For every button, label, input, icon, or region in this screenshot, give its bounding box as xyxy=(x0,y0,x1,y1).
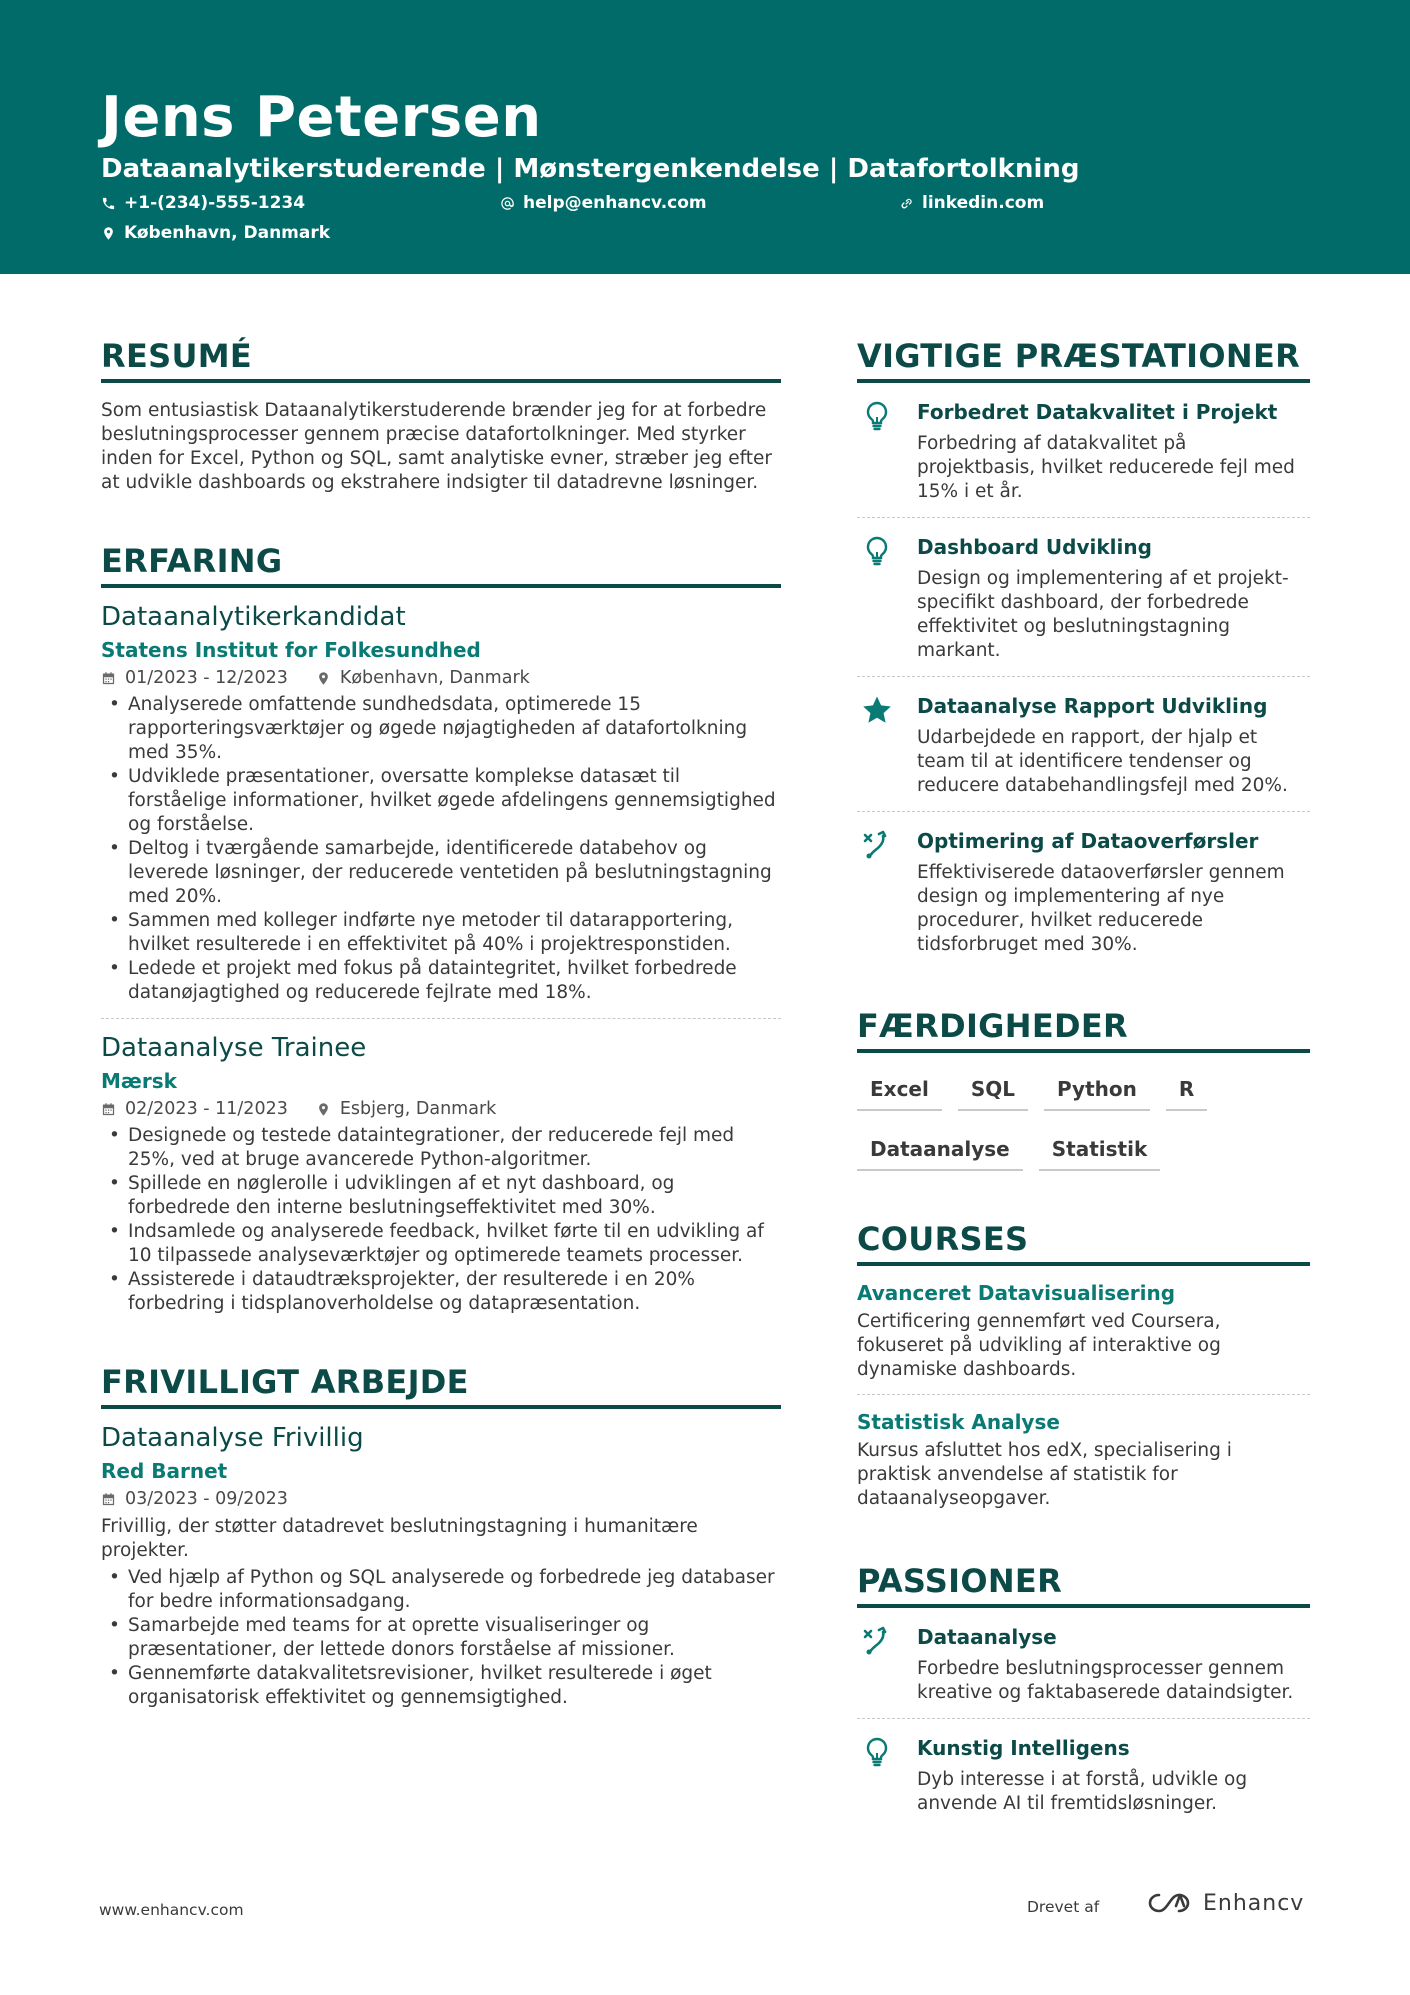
star-icon xyxy=(861,694,893,726)
job-bullet: • Designede og testede dataintegrationer, der reducerede fejl med 25%, ved at bruge avancerede Python-algoritmer. xyxy=(101,1124,781,1172)
link-icon xyxy=(899,196,914,211)
achievements-section xyxy=(857,336,1310,970)
passion-title: Kunstig Intelligens xyxy=(917,1736,1130,1760)
skills-list xyxy=(857,1067,1310,1187)
course-item xyxy=(857,1395,1310,1523)
skill-tag: Python xyxy=(1044,1067,1150,1111)
volunteer-bullet: • Samarbejde med teams for at oprette visualiseringer og præsentationer, der lettede donors forståelse af missioner. xyxy=(101,1614,781,1662)
summary-text: Som entusiastisk Dataanalytikerstuderende brænder jeg for at forbedre beslutningsprocesser gennem præcise datafortolkninger. Med styrker inden for Excel, Python og SQL, samt analytiske evner, stræber jeg efter at udvikle dashboards og ekstrahere indsigter til datadrevne løsninger. xyxy=(101,400,773,493)
job-company: Statens Institut for Folkesundhed xyxy=(101,638,481,662)
job-bullet: • Ledede et projekt med fokus på dataintegritet, hvilket forbedrede datanøjagtighed og reducerede fejlrate med 18%. xyxy=(101,957,781,1005)
job-bullet: • Sammen med kolleger indførte nye metoder til datarapportering, hvilket resulterede i en effektivitet på 40% i projektresponstiden. xyxy=(101,909,781,957)
skills-heading: FÆRDIGHEDER xyxy=(857,1006,1310,1053)
footer-brand[interactable] xyxy=(1145,1890,1304,1916)
location-pin-icon xyxy=(316,671,331,686)
volunteer-bullets xyxy=(101,1566,781,1710)
lightbulb-icon xyxy=(861,1736,893,1768)
phone-icon xyxy=(101,196,116,211)
job-entry xyxy=(101,600,781,1005)
candidate-tagline: Dataanalytikerstuderende | Mønstergenkendelse | Datafortolkning xyxy=(101,154,1080,184)
skill-tag: Excel xyxy=(857,1067,942,1111)
contact-location-text: København, Danmark xyxy=(124,223,331,243)
achievements-heading: VIGTIGE PRÆSTATIONER xyxy=(857,336,1310,383)
achievement-desc: Forbedring af datakvalitet på projektbasis, hvilket reducerede fejl med 15% i et år. xyxy=(917,433,1295,502)
skill-tag: Dataanalyse xyxy=(857,1127,1023,1171)
volunteer-heading: FRIVILLIGT ARBEJDE xyxy=(101,1362,781,1409)
entry-divider xyxy=(101,1018,781,1019)
volunteer-meta xyxy=(101,1487,781,1511)
contact-linkedin-text: linkedin.com xyxy=(922,193,1045,213)
calendar-icon xyxy=(101,671,116,686)
volunteer-intro: Frivillig, der støtter datadrevet beslutningstagning i humanitære projekter. xyxy=(101,1516,698,1561)
footer-brand-name: Enhancv xyxy=(1203,1890,1305,1916)
volunteer-bullet: • Gennemførte datakvalitetsrevisioner, hvilket resulterede i øget organisatorisk effektivitet og gennemsigtighed. xyxy=(101,1662,781,1710)
contact-email[interactable] xyxy=(500,192,707,214)
contact-phone-text: +1-(234)-555-1234 xyxy=(124,193,306,213)
achievement-desc: Design og implementering af et projekt-specifikt dashboard, der forbedrede effektivitet og beslutningstagning markant. xyxy=(917,568,1289,661)
job-bullet: • Spillede en nøglerolle i udviklingen af et nyt dashboard, og forbedrede den interne beslutningseffektivitet med 30%. xyxy=(101,1172,781,1220)
path-icon xyxy=(861,829,893,861)
volunteer-role: Dataanalyse Frivillig xyxy=(101,1423,364,1453)
summary-section xyxy=(101,336,781,495)
course-title: Statistisk Analyse xyxy=(857,1410,1060,1434)
candidate-name: Jens Petersen xyxy=(101,85,542,150)
right-column xyxy=(857,336,1310,1829)
header-banner xyxy=(0,0,1410,274)
job-bullet: • Assisterede i dataudtræksprojekter, der resulterede i en 20% forbedring i tidsplanoverholdelse og datapræsentation. xyxy=(101,1268,781,1316)
achievement-title: Dashboard Udvikling xyxy=(917,535,1152,559)
achievement-item xyxy=(857,518,1310,677)
volunteer-section xyxy=(101,1362,781,1710)
achievement-desc: Udarbejdede en rapport, der hjalp et team til at identificere tendenser og reducere databehandlingsfejl med 20%. xyxy=(917,727,1288,796)
passion-item xyxy=(857,1719,1310,1829)
job-title: Dataanalyse Trainee xyxy=(101,1033,367,1063)
contact-email-text: help@enhancv.com xyxy=(523,193,707,213)
job-bullet: • Deltog i tværgående samarbejde, identificerede databehov og leverede løsninger, der reducerede ventetiden på beslutningstagning med 20%. xyxy=(101,837,781,909)
job-bullet: • Analyserede omfattende sundhedsdata, optimerede 15 rapporteringsværktøjer og øgede nøjagtigheden af datafortolkning med 35%. xyxy=(101,693,781,765)
volunteer-bullet: • Ved hjælp af Python og SQL analyserede og forbedrede jeg databaser for bedre informationsadgang. xyxy=(101,1566,781,1614)
volunteer-dates: 03/2023 - 09/2023 xyxy=(125,1489,288,1509)
achievement-item xyxy=(857,383,1310,518)
job-dates: 02/2023 - 11/2023 xyxy=(125,1099,288,1119)
job-bullets xyxy=(101,1124,781,1316)
achievement-title: Forbedret Datakvalitet i Projekt xyxy=(917,400,1278,424)
job-company: Mærsk xyxy=(101,1069,177,1093)
job-location: København, Danmark xyxy=(339,668,530,688)
skill-tag: SQL xyxy=(958,1067,1028,1111)
job-meta xyxy=(101,666,781,690)
lightbulb-icon xyxy=(861,535,893,567)
location-pin-icon xyxy=(316,1102,331,1117)
passion-desc: Forbedre beslutningsprocesser gennem kreative og faktabaserede dataindsigter. xyxy=(917,1658,1294,1703)
course-desc: Certificering gennemført ved Coursera, fokuseret på udvikling af interaktive og dynamiske dashboards. xyxy=(857,1311,1221,1380)
course-title: Avanceret Datavisualisering xyxy=(857,1281,1176,1305)
passions-section xyxy=(857,1561,1310,1829)
enhancv-logo-icon xyxy=(1145,1890,1193,1916)
passion-title: Dataanalyse xyxy=(917,1625,1057,1649)
courses-heading: COURSES xyxy=(857,1219,1310,1266)
skills-section xyxy=(857,1006,1310,1187)
achievement-item xyxy=(857,677,1310,812)
courses-section xyxy=(857,1219,1310,1523)
passion-desc: Dyb interesse i at forstå, udvikle og anvende AI til fremtidsløsninger. xyxy=(917,1769,1248,1814)
job-bullets xyxy=(101,693,781,1005)
calendar-icon xyxy=(101,1102,116,1117)
skill-tag: Statistik xyxy=(1039,1127,1161,1171)
passions-heading: PASSIONER xyxy=(857,1561,1310,1608)
job-entry xyxy=(101,1031,781,1316)
course-item xyxy=(857,1266,1310,1395)
summary-heading: RESUMÉ xyxy=(101,336,781,383)
achievement-title: Dataanalyse Rapport Udvikling xyxy=(917,694,1268,718)
calendar-icon xyxy=(101,1492,116,1507)
achievement-title: Optimering af Dataoverførsler xyxy=(917,829,1259,853)
job-bullet: • Udviklede præsentationer, oversatte komplekse datasæt til forståelige informationer, hvilket øgede afdelingens gennemsigtighed og forståelse. xyxy=(101,765,781,837)
achievement-desc: Effektiviserede dataoverførsler gennem design og implementering af nye procedurer, hvilket reducerede tidsforbruget med 30%. xyxy=(917,862,1285,955)
experience-heading: ERFARING xyxy=(101,541,781,588)
footer-url[interactable]: www.enhancv.com xyxy=(99,1901,244,1919)
skill-tag: R xyxy=(1166,1067,1207,1111)
experience-section xyxy=(101,541,781,1316)
footer-powered-by: Drevet af xyxy=(1027,1898,1100,1916)
contact-phone[interactable] xyxy=(101,192,305,214)
job-meta xyxy=(101,1097,781,1121)
achievement-item xyxy=(857,812,1310,970)
contact-linkedin[interactable] xyxy=(899,192,1044,214)
job-location: Esbjerg, Danmark xyxy=(339,1099,497,1119)
course-desc: Kursus afsluttet hos edX, specialisering i praktisk anvendelse af statistik for dataanalyseopgaver. xyxy=(857,1440,1232,1509)
job-bullet: • Indsamlede og analyserede feedback, hvilket førte til en udvikling af 10 tilpassede analyseværktøjer og optimerede teamets processer. xyxy=(101,1220,781,1268)
lightbulb-icon xyxy=(861,400,893,432)
passion-item xyxy=(857,1608,1310,1719)
left-column xyxy=(101,336,781,1710)
volunteer-org: Red Barnet xyxy=(101,1459,228,1483)
job-title: Dataanalytikerkandidat xyxy=(101,602,406,632)
location-pin-icon xyxy=(101,226,116,241)
job-dates: 01/2023 - 12/2023 xyxy=(125,668,288,688)
contact-location xyxy=(101,222,330,244)
path-icon xyxy=(861,1625,893,1657)
at-icon xyxy=(500,196,515,211)
